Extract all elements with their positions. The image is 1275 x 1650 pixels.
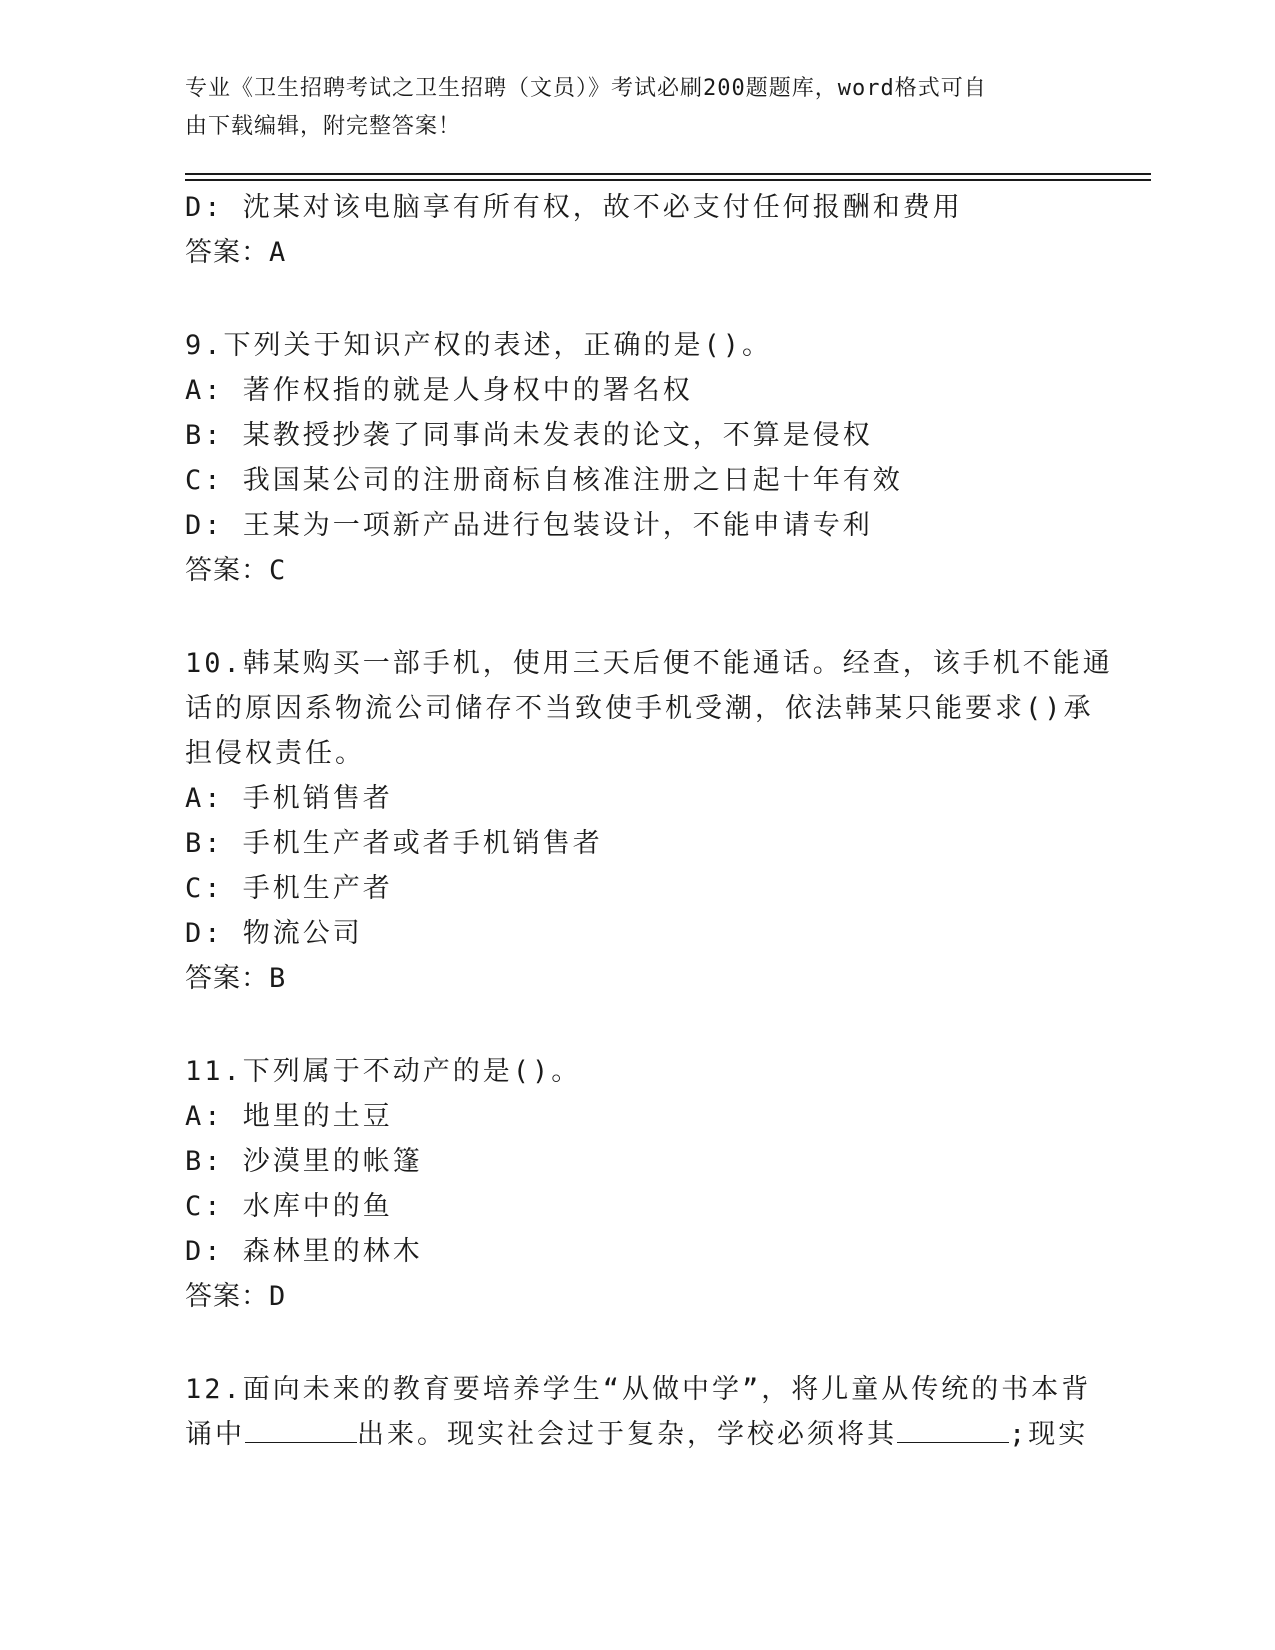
question-option-b: B: 沙漠里的帐篷 (185, 1146, 423, 1177)
question-option-d: D: 森林里的林木 (185, 1236, 423, 1267)
header-title-line-2: 由下载编辑，附完整答案！ (185, 114, 462, 139)
question-option-d: D: 王某为一项新产品进行包装设计，不能申请专利 (185, 510, 873, 541)
question-stem-line-1: 10.韩某购买一部手机，使用三天后便不能通话。经查，该手机不能通 (185, 648, 1113, 679)
header-divider-bottom (185, 179, 1151, 181)
header-title-line-1: 专业《卫生招聘考试之卫生招聘（文员）》考试必刷200题题库，word格式可自 (185, 76, 987, 101)
question-stem-line-3: 担侵权责任。 (185, 738, 365, 769)
answer-label: 答案： (185, 1281, 269, 1311)
question-option-b: B: 某教授抄袭了同事尚未发表的论文，不算是侵权 (185, 420, 873, 451)
question-option-c: C: 水库中的鱼 (185, 1191, 393, 1222)
answer-value: A (269, 237, 286, 268)
question-option-c: C: 我国某公司的注册商标自核准注册之日起十年有效 (185, 465, 903, 496)
document-header (185, 70, 1065, 146)
question-option-a: A: 地里的土豆 (185, 1101, 393, 1132)
question-content (185, 185, 1113, 1457)
question-stem-line-2 (185, 1412, 1089, 1457)
question-option-a: A: 手机销售者 (185, 783, 393, 814)
stem-text-segment: 诵中 (185, 1419, 245, 1450)
fill-in-blank (245, 1416, 357, 1443)
question-12 (185, 1367, 1092, 1457)
prev-question-option-d: D: 沈某对该电脑享有所有权，故不必支付任何报酬和费用 (185, 192, 963, 223)
question-11 (185, 1049, 1085, 1319)
question-answer (185, 548, 1085, 593)
question-option-c: C: 手机生产者 (185, 873, 393, 904)
question-stem-line-2: 话的原因系物流公司储存不当致使手机受潮，依法韩某只能要求()承 (185, 693, 1094, 724)
answer-label: 答案： (185, 963, 269, 993)
answer-label: 答案： (185, 555, 269, 585)
question-answer (185, 956, 1085, 1001)
fill-in-blank (897, 1416, 1009, 1443)
question-answer (185, 1274, 1085, 1319)
question-stem: 11.下列属于不动产的是()。 (185, 1056, 582, 1087)
stem-text-segment: ;现实 (1009, 1419, 1089, 1450)
answer-value: B (269, 963, 286, 994)
question-option-a: A: 著作权指的就是人身权中的署名权 (185, 375, 693, 406)
question-10 (185, 641, 1113, 1001)
header-divider-top (185, 173, 1151, 175)
question-stem: 9.下列关于知识产权的表述，正确的是()。 (185, 330, 773, 361)
stem-text-segment: 出来。现实社会过于复杂，学校必须将其 (357, 1419, 897, 1450)
question-9 (185, 323, 1085, 593)
question-stem-line-1: 12.面向未来的教育要培养学生“从做中学”，将儿童从传统的书本背 (185, 1374, 1092, 1405)
question-option-b: B: 手机生产者或者手机销售者 (185, 828, 603, 859)
answer-value: C (269, 555, 286, 586)
answer-label: 答案： (185, 237, 269, 267)
question-option-d: D: 物流公司 (185, 918, 363, 949)
prev-question-answer (185, 230, 1085, 275)
answer-value: D (269, 1281, 286, 1312)
